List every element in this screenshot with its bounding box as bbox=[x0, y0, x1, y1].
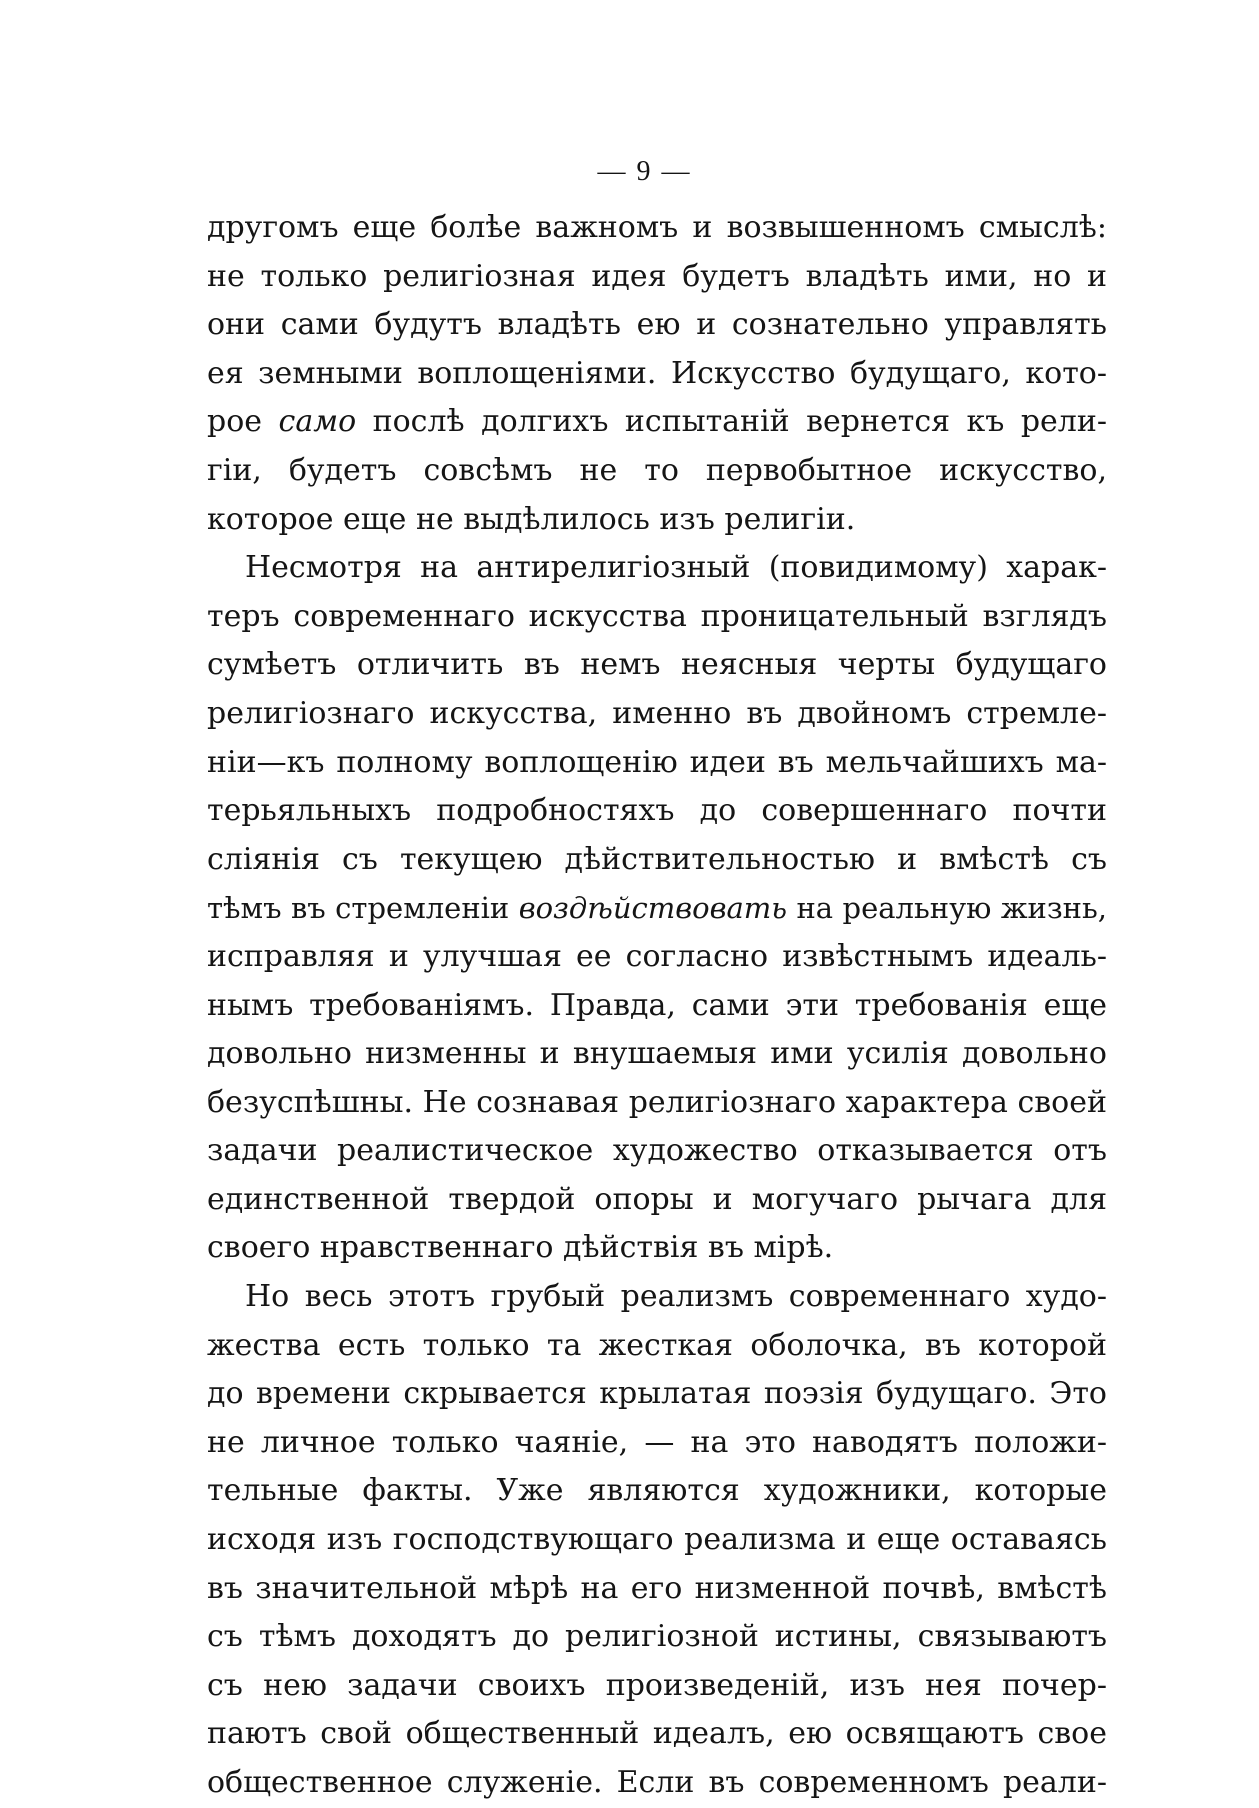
text-line: гіи, будетъ совсѣмъ не то первобытное искусство, bbox=[207, 452, 1107, 488]
text-line bbox=[207, 884, 1107, 933]
text-line: довольно низменны и внушаемыя ими усилія довольно bbox=[207, 1036, 1107, 1072]
text-line: Несмотря на антирелигіозный (повидимому) харак- bbox=[245, 550, 1107, 586]
page-number: — 9 — bbox=[597, 156, 692, 187]
text-line: съ тѣмъ доходятъ до религіозной истины, связываютъ bbox=[207, 1619, 1107, 1655]
text-line: теръ современнаго искусства проницательный взглядъ bbox=[207, 598, 1107, 634]
text-line: единственной твердой опоры и могучаго рычага для bbox=[207, 1181, 1107, 1217]
text-body bbox=[207, 204, 1107, 1808]
text-line: нымъ требованіямъ. Правда, сами эти требованія еще bbox=[207, 987, 1107, 1023]
text-line: до времени скрывается крылатая поэзія будущаго. Это bbox=[207, 1376, 1107, 1412]
text-line: не только религіозная идея будетъ владѣть ими, но и bbox=[207, 258, 1107, 294]
text-line: безуспѣшны. Не сознавая религіознаго характера своей bbox=[207, 1084, 1107, 1120]
text-segment: на реальную жизнь, bbox=[787, 891, 1107, 926]
text-line: они сами будутъ владѣть ею и сознательно управлять bbox=[207, 307, 1107, 343]
text-line: въ значительной мѣрѣ на его низменной почвѣ, вмѣстѣ bbox=[207, 1570, 1107, 1606]
text-line: исправляя и улучшая ее согласно извѣстнымъ идеаль- bbox=[207, 938, 1107, 974]
text-segment: рое bbox=[207, 404, 279, 440]
emphasized-word: воздѣйствовать bbox=[518, 891, 788, 926]
text-line: задачи реалистическое художество отказывается отъ bbox=[207, 1133, 1107, 1169]
text-line: сумѣетъ отличить въ немъ неясныя черты будущаго bbox=[207, 647, 1107, 683]
text-line: терьяльныхъ подробностяхъ до совершеннаго почти bbox=[207, 793, 1107, 829]
text-line bbox=[207, 398, 1107, 447]
text-line: которое еще не выдѣлилось изъ религіи. bbox=[207, 501, 856, 537]
text-line: не личное только чаяніе, — на это наводятъ положи- bbox=[207, 1424, 1107, 1460]
emphasized-word: само bbox=[278, 404, 357, 440]
text-line: ея земными воплощеніями. Искусство будущаго, кото- bbox=[207, 355, 1107, 391]
text-line: исходя изъ господствующаго реализма и еще оставаясь bbox=[207, 1522, 1107, 1558]
text-line: жества есть только та жесткая оболочка, въ которой bbox=[207, 1327, 1107, 1363]
text-line: тельные факты. Уже являются художники, которые bbox=[207, 1473, 1107, 1509]
text-line: Но весь этотъ грубый реализмъ современнаго худо- bbox=[245, 1279, 1107, 1315]
text-line: съ нею задачи своихъ произведеній, изъ нея почер- bbox=[207, 1667, 1107, 1703]
text-line: паютъ свой общественный идеалъ, ею освящаютъ свое bbox=[207, 1716, 1107, 1752]
text-line: другомъ еще болѣе важномъ и возвышенномъ смыслѣ: bbox=[207, 210, 1107, 245]
text-line: религіознаго искусства, именно въ двойномъ стремле- bbox=[207, 695, 1107, 731]
text-segment: послѣ долгихъ испытаній вернется къ рели- bbox=[356, 404, 1107, 440]
text-line: общественное служеніе. Если въ современномъ реали- bbox=[207, 1765, 1107, 1800]
text-line: сліянія съ текущею дѣйствительностью и вмѣстѣ съ bbox=[207, 841, 1107, 877]
text-line: своего нравственнаго дѣйствія въ мірѣ. bbox=[207, 1230, 834, 1266]
text-segment: тѣмъ въ стремленіи bbox=[207, 891, 519, 926]
text-line: ніи—къ полному воплощенію идеи въ мельчайшихъ ма- bbox=[207, 744, 1107, 780]
